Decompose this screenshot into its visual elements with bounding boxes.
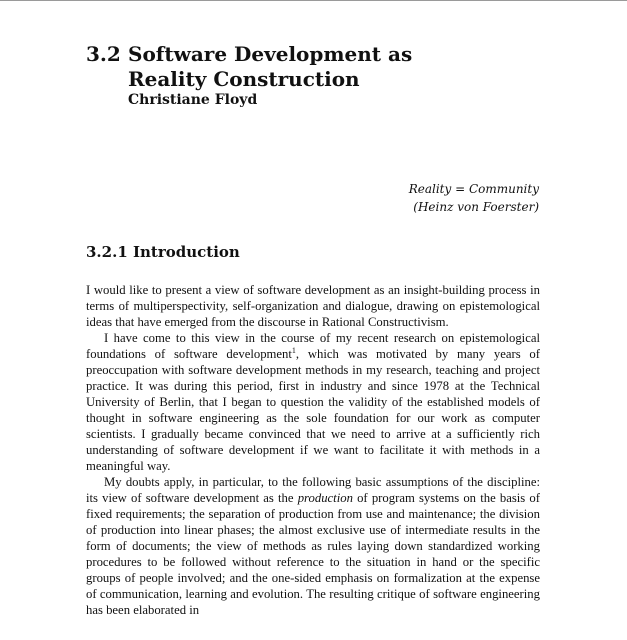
paragraph-1: I would like to present a view of software development as an insight-building process in terms of multiperspectivity, self-organization and dialogue, drawing on epistemological ideas that have emerged from the discourse in Rational Constructivism.: [86, 283, 540, 329]
paragraph-2: [86, 330, 540, 474]
header-rule: [0, 0, 627, 1]
section-number: 3.2: [86, 42, 121, 66]
epigraph-source: (Heinz von Foerster): [413, 200, 539, 214]
section-title-line-1: Software Development as: [128, 42, 413, 66]
epigraph: [409, 180, 539, 216]
paragraph-2-text-a: I have come to this view in the course of my recent research on epistemological foundations of software development: [86, 331, 540, 361]
emphasis-production: production: [297, 491, 353, 505]
paragraph-3-text-b: of program systems on the basis of fixed requirements; the separation of production from use and maintenance; the division of production into linear phases; the almost exclusive use of intermediate results in the form of documents; the view of methods as rules laying down standardized working procedures to be followed without reference to the situation in hand or the specific groups of people involved; and the one-sided emphasis on formalization at the expense of communication, learning and evolution. The resulting critique of software engineering has been elaborated in: [86, 491, 540, 617]
section-title-line-2: Reality Construction: [128, 67, 360, 91]
section-title: [128, 42, 412, 92]
paragraph-2-text-b: , which was motivated by many years of preoccupation with software development methods in my research, teaching and project practice. It was during this period, first in industry and since 1978 at the Technical University of Berlin, that I began to question the validity of the established models of thought in software engineering as the sole foundation for our work as computer scientists. I gradually became convinced that we need to arrive at a sufficiently rich understanding of software development if we want to facilitate it with methods in a meaningful way.: [86, 347, 540, 473]
paragraph-3: [86, 474, 540, 618]
footnote-marker: 1: [291, 346, 296, 355]
subsection-heading: 3.2.1 Introduction: [86, 243, 240, 261]
body-text: [86, 282, 540, 618]
paragraph-3-text-a: My doubts apply, in particular, to the following basic assumptions of the discipline: its view of software development as the: [86, 475, 540, 505]
author-name: Christiane Floyd: [128, 92, 258, 108]
epigraph-quote: Reality = Community: [408, 182, 539, 196]
